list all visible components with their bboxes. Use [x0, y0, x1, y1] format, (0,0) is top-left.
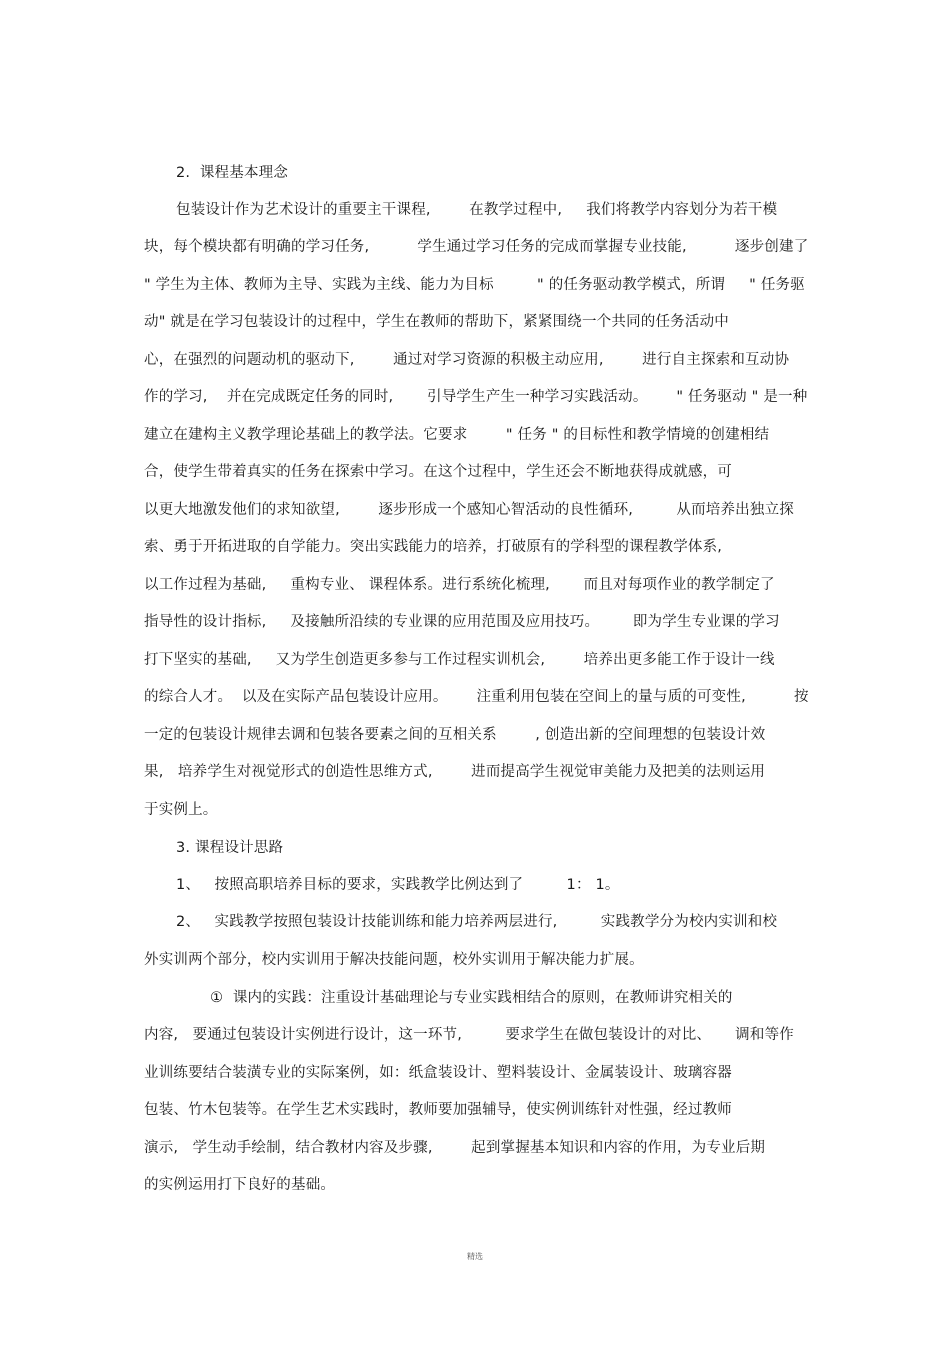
paragraph-line: 合，使学生带着真实的任务在探索中学习。在这个过程中，学生还会不断地获得成就感，可 [144, 464, 732, 480]
section-heading-2: 2. 课程基本理念 [176, 165, 289, 181]
paragraph-line: 以工作过程为基础, 重构专业、 课程体系。进行系统化梳理, 而且对每项作业的教学制定了 [144, 577, 775, 593]
paragraph-line: 以更大地激发他们的求知欲望, 逐步形成一个感知心智活动的良性循环, 从而培养出独立探 [144, 502, 794, 518]
paragraph-line: 包装设计作为艺术设计的重要主干课程, 在教学过程中, 我们将教学内容划分为若干模 [176, 202, 778, 218]
paragraph-line: 作的学习, 并在完成既定任务的同时, 引导学生产生一种学习实践活动。 " 任务驱动 " 是一种 [144, 389, 808, 405]
paragraph-line: 块，每个模块都有明确的学习任务, 学生通过学习任务的完成而掌握专业技能, 逐步创建了 [144, 239, 809, 255]
sub-list-item: ① 课内的实践：注重设计基础理论与专业实践相结合的原则，在教师讲究相关的 [210, 990, 733, 1006]
paragraph-line: 于实例上。 [144, 802, 218, 818]
page-footer: 精选 [467, 1252, 483, 1261]
list-item: 2、 实践教学按照包装设计技能训练和能力培养两层进行, 实践教学分为校内实训和校 [176, 914, 778, 930]
paragraph-line: 动" 就是在学习包装设计的过程中，学生在教师的帮助下，紧紧围绕一个共同的任务活动中 [144, 314, 729, 330]
paragraph-line: 的实例运用打下良好的基础。 [144, 1177, 336, 1193]
list-item: 1、 按照高职培养目标的要求，实践教学比例达到了 1： 1。 [176, 877, 620, 893]
paragraph-line: 内容, 要通过包装设计实例进行设计，这一环节, 要求学生在做包装设计的对比、 调和等作 [144, 1027, 794, 1043]
paragraph-line: 心，在强烈的问题动机的驱动下, 通过对学习资源的积极主动应用, 进行自主探索和互动协 [144, 352, 790, 368]
paragraph-line: 打下坚实的基础, 又为学生创造更多参与工作过程实训机会, 培养出更多能工作于设计一线 [144, 652, 775, 668]
paragraph-line: 索、勇于开拓进取的自学能力。突出实践能力的培养，打破原有的学科型的课程教学体系, [144, 539, 723, 555]
paragraph-line: 包装、竹木包装等。在学生艺术实践时，教师要加强辅导，使实例训练针对性强，经过教师 [144, 1102, 732, 1118]
paragraph-line: 业训练要结合装潢专业的实际案例，如：纸盒装设计、塑料装设计、金属装设计、玻璃容器 [144, 1065, 732, 1081]
paragraph-line: " 学生为主体、教师为主导、实践为主线、能力为目标 " 的任务驱动教学模式，所谓 " 任务驱 [144, 277, 805, 293]
paragraph-line: 一定的包装设计规律去调和包装各要素之间的互相关系 , 创造出新的空间理想的包装设计效 [144, 727, 766, 743]
paragraph-line: 演示, 学生动手绘制，结合教材内容及步骤, 起到掌握基本知识和内容的作用，为专业后期 [144, 1140, 766, 1156]
paragraph-line: 的综合人才。 以及在实际产品包装设计应用。 注重利用包装在空间上的量与质的可变性, 按 [144, 689, 809, 705]
paragraph-line: 外实训两个部分，校内实训用于解决技能问题，校外实训用于解决能力扩展。 [144, 952, 644, 968]
section-heading-3: 3. 课程设计思路 [176, 840, 284, 856]
paragraph-line: 指导性的设计指标, 及接触所沿续的专业课的应用范围及应用技巧。 即为学生专业课的学习 [144, 614, 780, 630]
paragraph-line: 果, 培养学生对视觉形式的创造性思维方式, 进而提高学生视觉审美能力及把美的法则运用 [144, 764, 766, 780]
paragraph-line: 建立在建构主义教学理论基础上的教学法。它要求 " 任务 " 的目标性和教学情境的创建相结 [144, 427, 770, 443]
